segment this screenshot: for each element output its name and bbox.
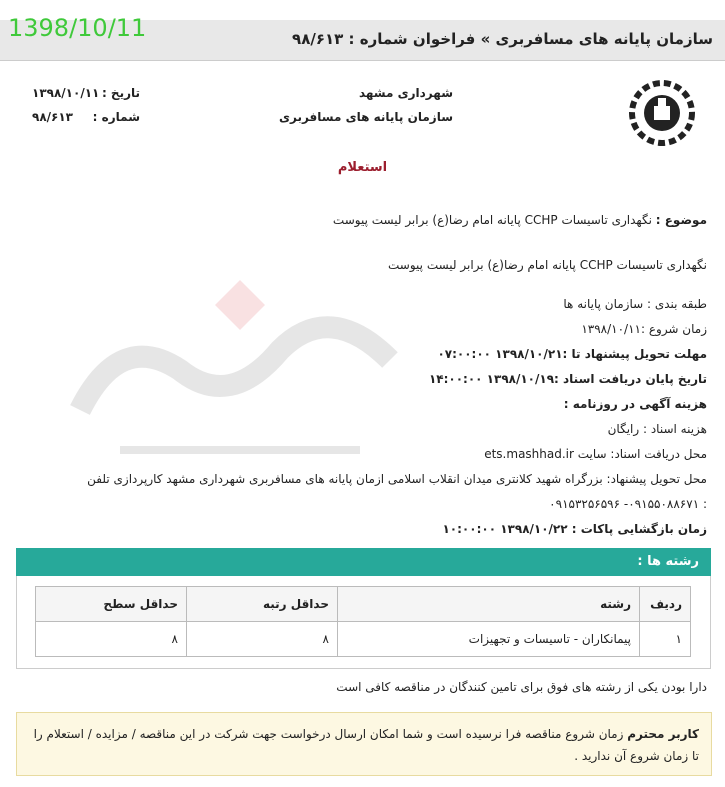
cell-min-rank: ۸ xyxy=(187,622,338,657)
cell-row-number: ۱ xyxy=(640,622,691,657)
deadline: مهلت تحویل پیشنهاد تا :۱۳۹۸/۱۰/۲۱ ۰۷:۰۰:۰۰ xyxy=(437,347,707,361)
page-title: سازمان پایانه های مسافربری » فراخوان شماره : ۹۸/۶۱۳ xyxy=(292,30,713,48)
number-value: ۹۸/۶۱۳ xyxy=(32,110,74,124)
eligibility-note: دارا بودن یکی از رشته های فوق برای تامین کنندگان در مناقصه کافی است xyxy=(336,680,707,694)
date-value: ۱۳۹۸/۱۰/۱۱ xyxy=(32,86,100,100)
watermark-logo-icon xyxy=(60,270,420,470)
date-label: تاریخ : xyxy=(101,86,140,100)
category: طبقه بندی : سازمان پایانه ها xyxy=(563,297,707,311)
warning-text: زمان شروع مناقصه فرا نرسیده است و شما امکان ارسال درخواست جهت شرکت در این مناقصه / مزایده / استعلام را تا زمان شروع آن ندارید . xyxy=(33,727,699,763)
warning-box xyxy=(16,712,712,776)
date-stamp: 1398/10/11 xyxy=(8,14,147,42)
cell-field: پیمانکاران - تاسیسات و تجهیزات xyxy=(338,622,640,657)
start-time: زمان شروع :۱۳۹۸/۱۰/۱۱ xyxy=(581,322,707,336)
org-subname: سازمان پایانه های مسافربری xyxy=(279,110,453,124)
col-header-min-level: حداقل سطح xyxy=(36,587,187,622)
phones: : ۰۹۱۵۵۰۸۸۶۷۱- ۰۹۱۵۳۲۵۶۵۹۶ xyxy=(549,497,707,511)
col-header-row-number: ردیف xyxy=(640,587,691,622)
cell-min-level: ۸ xyxy=(36,622,187,657)
doc-end: تاریخ پایان دریافت اسناد :۱۳۹۸/۱۰/۱۹ ۱۴:۰۰:۰۰ xyxy=(428,372,707,386)
col-header-min-rank: حداقل رتبه xyxy=(187,587,338,622)
subject-label: موضوع : xyxy=(655,213,707,227)
subject-row xyxy=(333,213,707,227)
table-row xyxy=(36,622,691,657)
doc-title: استعلام xyxy=(337,160,388,175)
opening-time: زمان بازگشایی پاکات : ۱۳۹۸/۱۰/۲۲ ۱۰:۰۰:۰۰ xyxy=(442,522,707,536)
warning-bold: کاربر محترم xyxy=(627,727,699,741)
fields-table-wrapper xyxy=(16,576,711,669)
description: نگهداری تاسیسات CCHP پایانه امام رضا(ع) برابر لیست پیوست xyxy=(388,258,707,272)
col-header-field: رشته xyxy=(338,587,640,622)
doc-place: محل دریافت اسناد: سایت ets.mashhad.ir xyxy=(484,447,707,461)
delivery-place: محل تحویل پیشنهاد: بزرگراه شهید کلانتری میدان انقلاب اسلامی ازمان پایانه های مسافربری شهرداری مشهد کارپردازی تلفن xyxy=(87,472,707,486)
ad-cost: هزینه آگهی در روزنامه : xyxy=(563,397,707,411)
municipality-logo-icon xyxy=(627,78,697,148)
fields-section-header xyxy=(16,548,711,576)
org-name: شهرداری مشهد xyxy=(358,86,453,100)
fields-section-title: رشته ها : xyxy=(637,554,699,569)
fields-table xyxy=(35,586,691,657)
subject-value: نگهداری تاسیسات CCHP پایانه امام رضا(ع) برابر لیست پیوست xyxy=(332,213,652,227)
number-label: شماره : xyxy=(92,110,140,124)
doc-cost: هزینه اسناد : رایگان xyxy=(607,422,707,436)
